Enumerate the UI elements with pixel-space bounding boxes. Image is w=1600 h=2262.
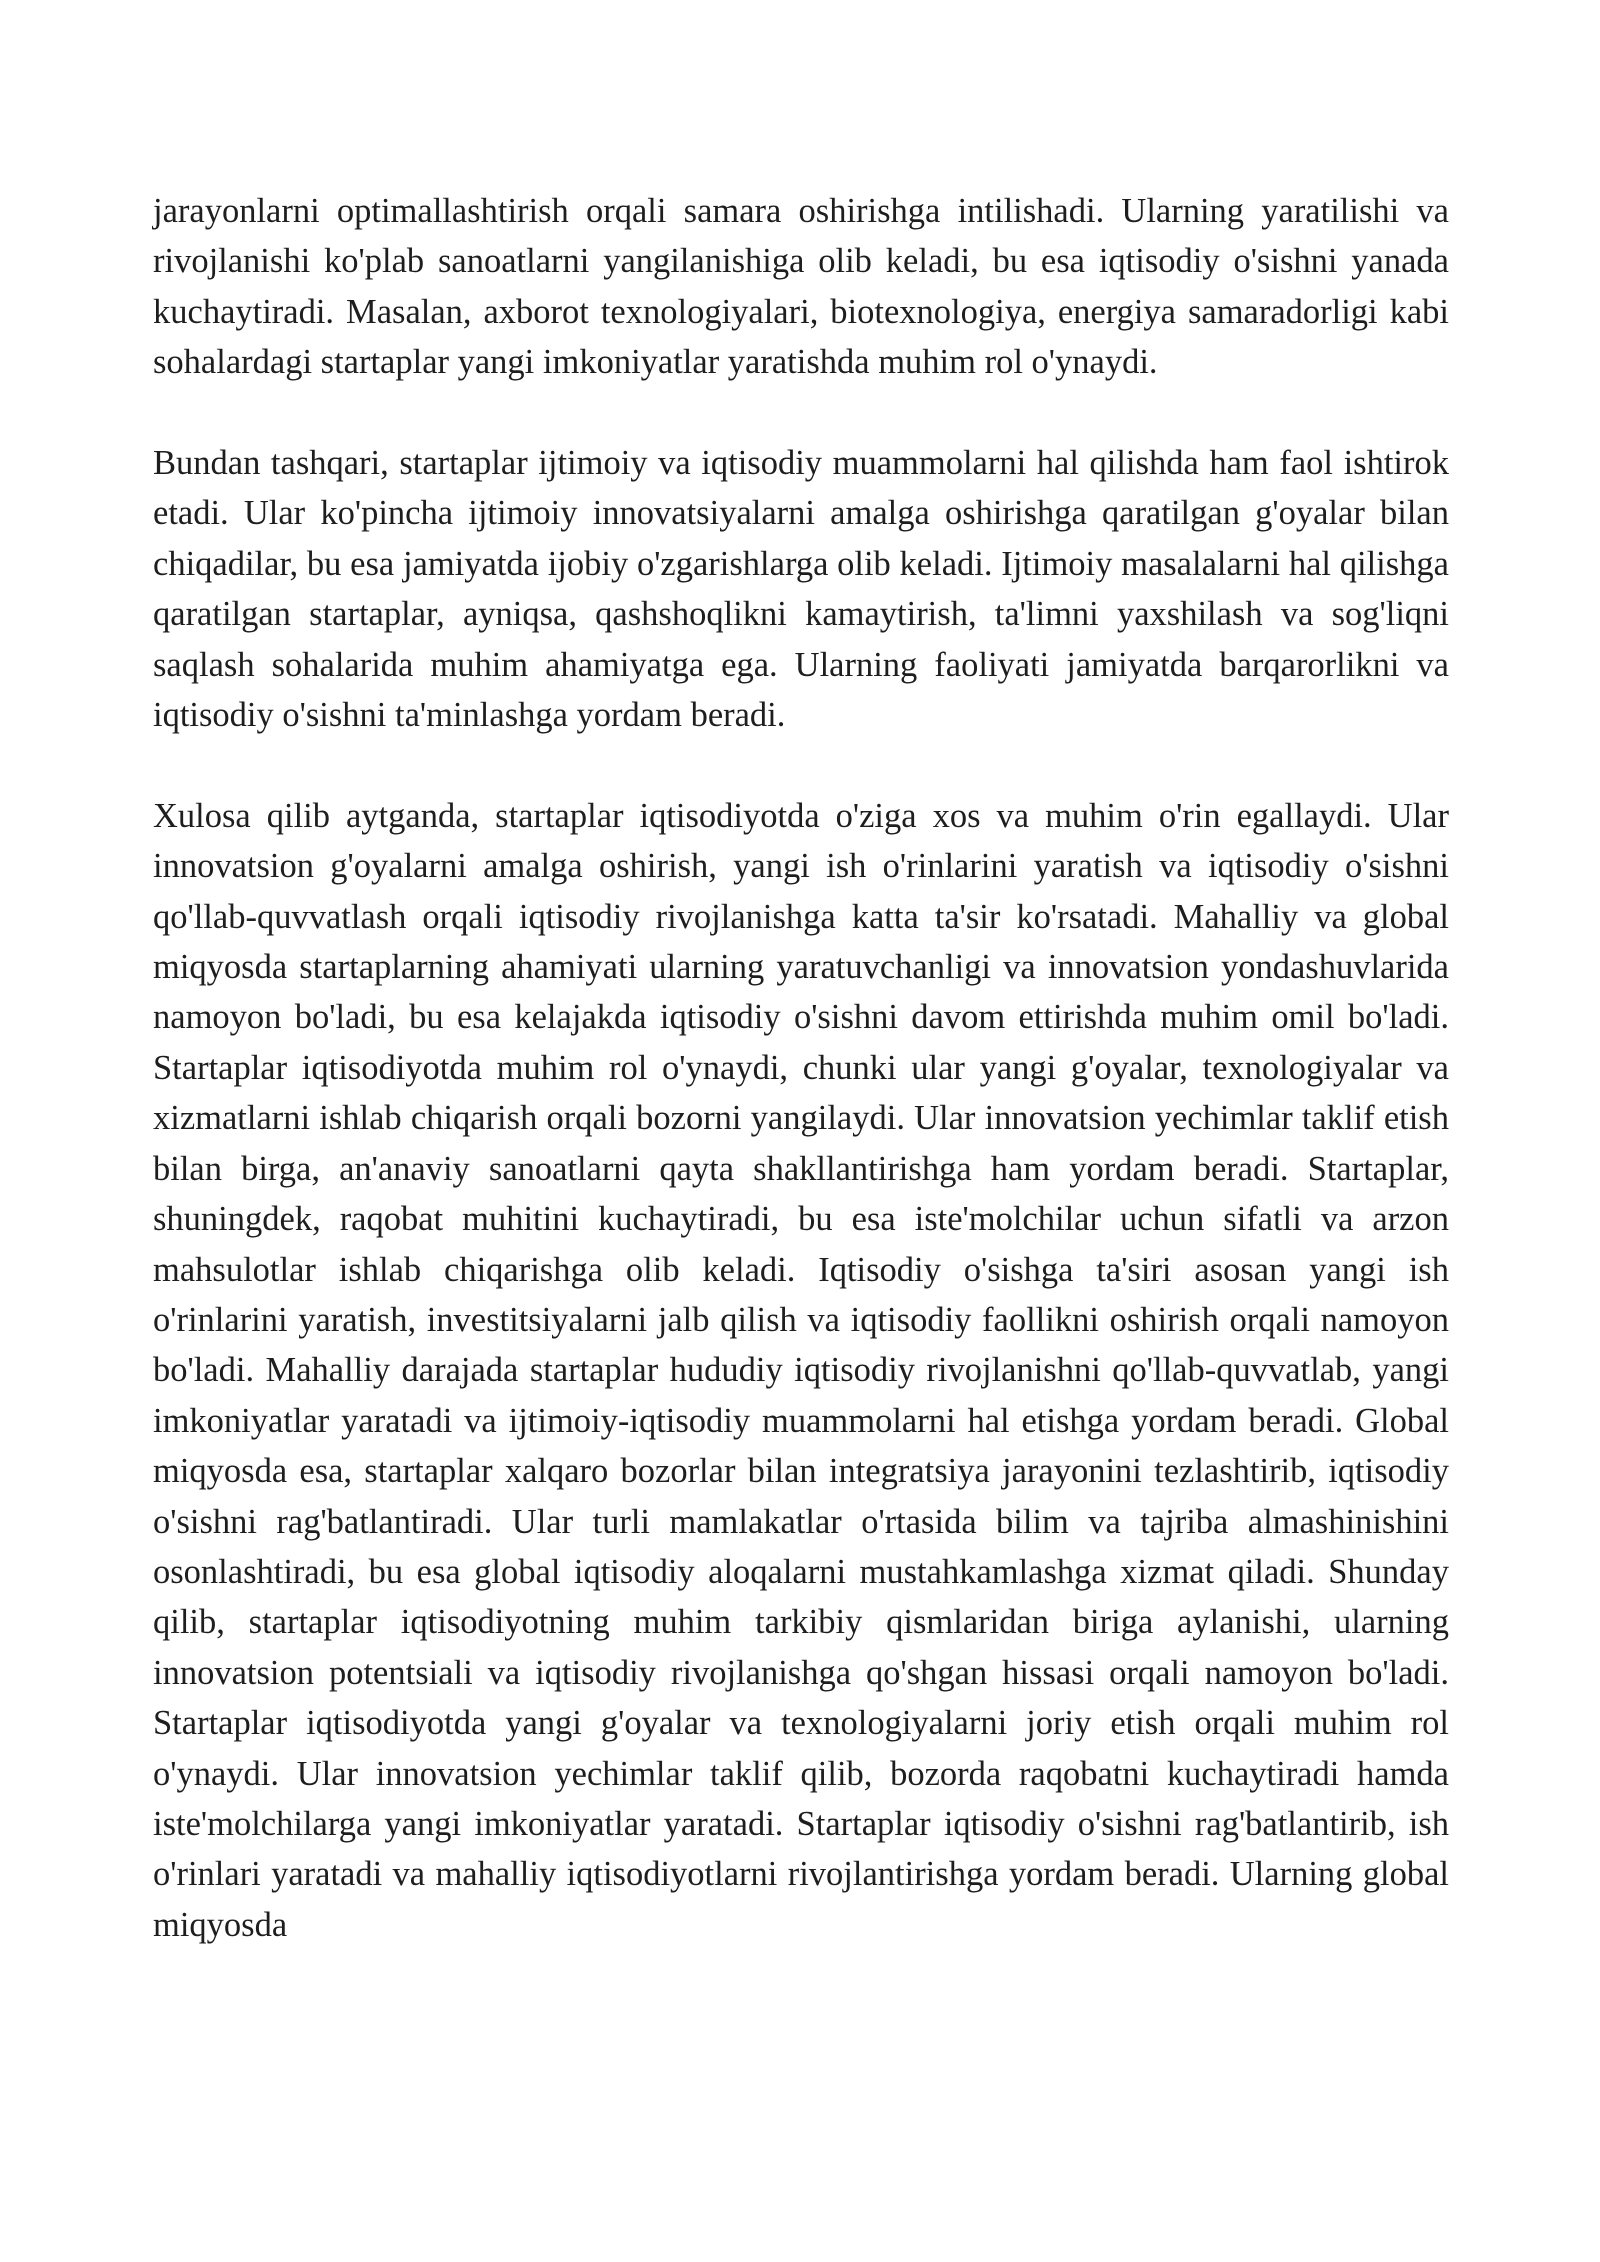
paragraph-3: Xulosa qilib aytganda, startaplar iqtisodiyotda o'ziga xos va muhim o'rin egallaydi. Ular innovatsion g'oyalarni amalga oshirish, yangi ish o'rinlarini yaratish va iqtisodiy o'sishni qo'llab-quvvatlash orqali iqtisodiy rivojlanishga katta ta'sir ko'rsatadi. Mahalliy va global miqyosda startaplarning ahamiyati ularning yaratuvchanligi va innovatsion yondashuvlarida namoyon bo'ladi, bu esa kelajakda iqtisodiy o'sishni davom ettirishda muhim omil bo'ladi. Startaplar iqtisodiyotda muhim rol o'ynaydi, chunki ular yangi g'oyalar, texnologiyalar va xizmatlarni ishlab chiqarish orqali bozorni yangilaydi. Ular innovatsion yechimlar taklif etish bilan birga, an'anaviy sanoatlarni qayta shakllantirishga ham yordam beradi. Startaplar, shuningdek, raqobat muhitini kuchaytiradi, bu esa iste'molchilar uchun sifatli va arzon mahsulotlar ishlab chiqarishga olib keladi. Iqtisodiy o'sishga ta'siri asosan yangi ish o'rinlarini yaratish, investitsiyalarni jalb qilish va iqtisodiy faollikni oshirish orqali namoyon bo'ladi. Mahalliy darajada startaplar hududiy iqtisodiy rivojlanishni qo'llab-quvvatlab, yangi imkoniyatlar yaratadi va ijtimoiy-iqtisodiy muammolarni hal etishga yordam beradi. Global miqyosda esa, startaplar xalqaro bozorlar bilan integratsiya jarayonini tezlashtirib, iqtisodiy o'sishni rag'batlantiradi. Ular turli mamlakatlar o'rtasida bilim va tajriba almashinishini osonlashtiradi, bu esa global iqtisodiy aloqalarni mustahkamlashga xizmat qiladi. Shunday qilib, startaplar iqtisodiyotning muhim tarkibiy qismlaridan biriga aylanishi, ularning innovatsion potentsiali va iqtisodiy rivojlanishga qo'shgan hissasi orqali namoyon bo'ladi. Startaplar iqtisodiyotda yangi g'oyalar va texnologiyalarni joriy etish orqali muhim rol o'ynaydi. Ular innovatsion yechimlar taklif qilib, bozorda raqobatni kuchaytiradi hamda iste'molchilarga yangi imkoniyatlar yaratadi. Startaplar iqtisodiy o'sishni rag'batlantirib, ish o'rinlari yaratadi va mahalliy iqtisodiyotlarni rivojlantirishga yordam beradi. Ularning global miqyosda — [153, 796, 1449, 1944]
paragraph-1: jarayonlarni optimallashtirish orqali samara oshirishga intilishadi. Ularning yaratilishi va rivojlanishi ko'plab sanoatlarni yangilanishiga olib keladi, bu esa iqtisodiy o'sishni yanada kuchaytiradi. Masalan, axborot texnologiyalari, biotexnologiya, energiya samaradorligi kabi sohalardagi startaplar yangi imkoniyatlar yaratishda muhim rol o'ynaydi. — [153, 192, 1449, 382]
paragraph-2: Bundan tashqari, startaplar ijtimoiy va iqtisodiy muammolarni hal qilishda ham faol ishtirok etadi. Ular ko'pincha ijtimoiy innovatsiyalarni amalga oshirishga qaratilgan g'oyalar bilan chiqadilar, bu esa jamiyatda ijobiy o'zgarishlarga olib keladi. Ijtimoiy masalalarni hal qilishga qaratilgan startaplar, ayniqsa, qashshoqlikni kamaytirish, ta'limni yaxshilash va sog'liqni saqlash sohalarida muhim ahamiyatga ega. Ularning faoliyati jamiyatda barqarorlikni va iqtisodiy o'sishni ta'minlashga yordam beradi. — [153, 444, 1449, 735]
document-body — [153, 186, 1449, 1950]
